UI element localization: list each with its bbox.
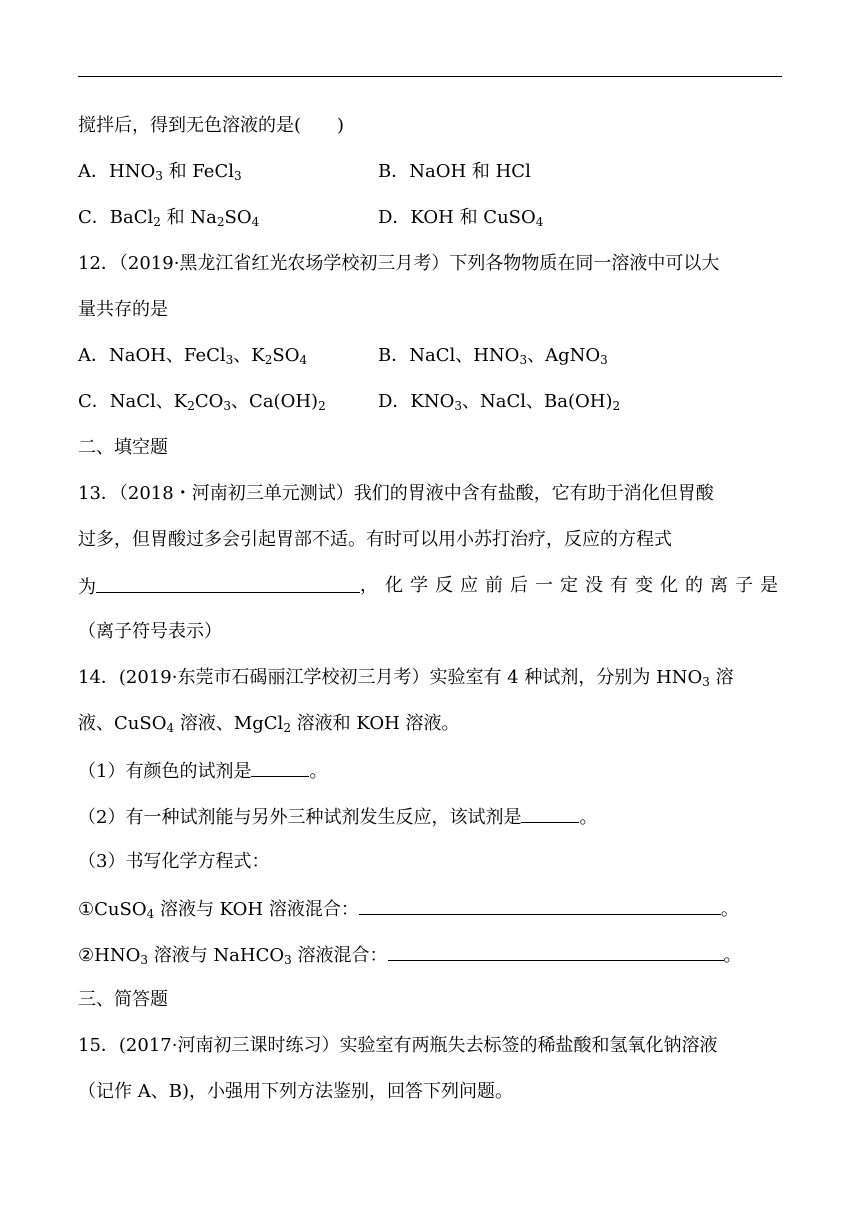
- q14-part1: （1）有颜色的试剂是 。: [78, 758, 327, 784]
- q15-stem-line1: 15．(2017·河南初三课时练习）实验室有两瓶失去标签的稀盐酸和氢氧化钠溶液: [78, 1035, 718, 1056]
- q13-stem-line3: 为 ，化学反应前后一定没有变化的离子是: [78, 575, 785, 598]
- q13-stem-line1: 13．（2018・河南初三单元测试）我们的胃液中含有盐酸，它有助于消化但胃酸: [78, 483, 714, 504]
- q12-option-d[interactable]: D．$KNO_3$、NaCl、$Ba(OH)_2$: [378, 391, 621, 413]
- q14-stem-line1: 14．(2019·东莞市石碣丽江学校初三月考）实验室有 4 种试剂，分别为 $HNO_3$ 溶: [78, 667, 734, 689]
- section-short-answer-heading: 三、简答题: [78, 989, 168, 1010]
- q12-stem-line1: 12．（2019·黑龙江省红光农场学校初三月考）下列各物物质在同一溶液中可以大: [78, 253, 720, 274]
- q11-option-a[interactable]: A．$HNO_3$ 和 FeCl$_3$: [78, 161, 242, 183]
- q15-stem-line2: （记作 A、B)，小强用下列方法鉴别，回答下列问题。: [78, 1081, 513, 1102]
- q14-part2-blank[interactable]: [521, 804, 579, 823]
- q11-option-c[interactable]: C．BaCl$_2$ 和 $Na_2SO_4$: [78, 207, 260, 229]
- header-rule: [78, 76, 782, 77]
- q11-option-b[interactable]: B．NaOH 和 HCl: [378, 161, 531, 182]
- q14-equation1: ①CuSO$_4$ 溶液与 KOH 溶液混合： 。: [78, 896, 739, 922]
- q14-part2: （2）有一种试剂能与另外三种试剂发生反应，该试剂是 。: [78, 804, 597, 830]
- q13-stem-line4: （离子符号表示）: [78, 621, 222, 642]
- q13-stem-line2: 过多，但胃酸过多会引起胃部不适。有时可以用小苏打治疗，反应的方程式: [78, 529, 672, 550]
- q12-stem-line2: 量共存的是: [78, 299, 168, 320]
- q13-equation-blank[interactable]: [96, 574, 360, 593]
- q14-part3: （3）书写化学方程式：: [78, 851, 270, 872]
- q14-equation2: $②HNO_3$ 溶液与 NaHCO$_3$ 溶液混合： 。: [78, 942, 742, 968]
- q12-option-c[interactable]: C．NaCl、$K_2CO_3$、$Ca(OH)_2$: [78, 391, 326, 413]
- q14-stem-line2: 液、CuSO$_4$ 溶液、MgCl$_2$ 溶液和 KOH 溶液。: [78, 713, 460, 735]
- q14-part1-blank[interactable]: [251, 758, 309, 777]
- q14-equation2-blank[interactable]: [388, 942, 724, 961]
- q12-option-b[interactable]: B．NaCl、$HNO_3$、AgNO$_3$: [378, 345, 608, 367]
- q11-option-d[interactable]: D．KOH 和 CuSO$_4$: [378, 207, 544, 229]
- q14-equation1-blank[interactable]: [359, 896, 721, 915]
- section-fill-in-heading: 二、填空题: [78, 437, 168, 458]
- q12-option-a[interactable]: A．NaOH、FeCl$_3$、$K_2SO_4$: [78, 345, 308, 367]
- q11-stem-tail: 搅拌后，得到无色溶液的是( ): [78, 115, 345, 136]
